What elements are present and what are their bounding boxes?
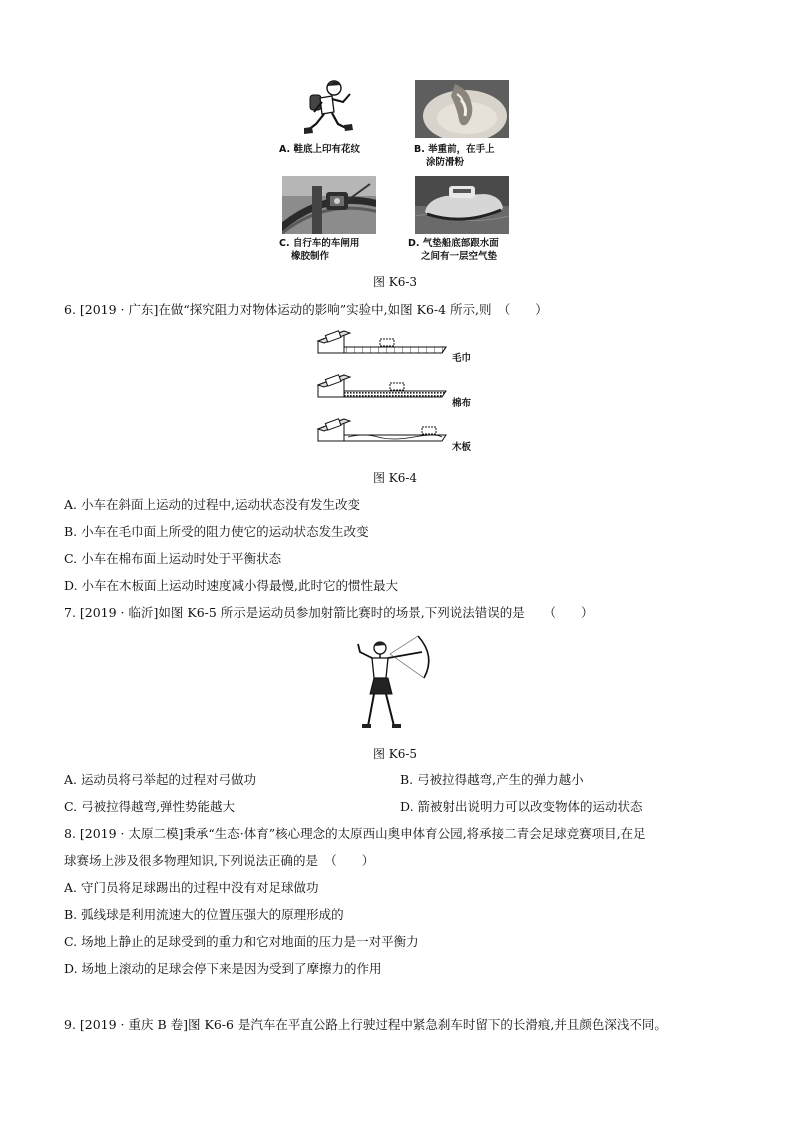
question-8-stem-line1: 8. [2019 · 太原二模]秉承“生态·体育”核心理念的太原西山奥申体育公园,将承接二青会足球竞赛项目,在足	[64, 826, 646, 841]
question-7-stem: 7. [2019 · 临沂]如图 K6-5 所示是运动员参加射箭比赛时的场景,下列说法错误的是 （ ）	[64, 605, 594, 620]
chalk-hand-photo	[415, 80, 509, 138]
q8-option-c[interactable]: C. 场地上静止的足球受到的重力和它对地面的压力是一对平衡力	[64, 934, 419, 949]
q6-option-a[interactable]: A. 小车在斜面上运动的过程中,运动状态没有发生改变	[64, 497, 360, 512]
runner-illustration	[296, 78, 360, 140]
label-cotton: 棉布	[452, 398, 472, 409]
ramp-experiment-diagram	[314, 323, 464, 463]
caption-b: B. 举重前，在手上 涂防滑粉	[414, 144, 495, 168]
q7-option-d[interactable]: D. 箭被射出说明力可以改变物体的运动状态	[400, 799, 643, 814]
q8-option-a[interactable]: A. 守门员将足球踢出的过程中没有对足球做功	[64, 880, 319, 895]
bicycle-brake-photo	[282, 176, 376, 234]
archer-illustration	[352, 632, 442, 732]
q7-option-a[interactable]: A. 运动员将弓举起的过程对弓做功	[64, 772, 256, 787]
q6-option-b[interactable]: B. 小车在毛巾面上所受的阻力使它的运动状态发生改变	[64, 524, 369, 539]
q7-option-c[interactable]: C. 弓被拉得越弯,弹性势能越大	[64, 799, 236, 814]
caption-d: D. 气垫船底部跟水面 之间有一层空气垫	[408, 238, 499, 262]
figure-caption-k6-5: 图 K6-5	[372, 747, 418, 761]
q7-option-b[interactable]: B. 弓被拉得越弯,产生的弹力越小	[400, 772, 584, 787]
figure-caption-k6-4: 图 K6-4	[372, 471, 418, 485]
question-8-stem-line2: 球赛场上涉及很多物理知识,下列说法正确的是 （ ）	[64, 853, 375, 868]
q6-option-c[interactable]: C. 小车在棉布面上运动时处于平衡状态	[64, 551, 282, 566]
q8-option-b[interactable]: B. 弧线球是利用流速大的位置压强大的原理形成的	[64, 907, 344, 922]
figure-caption-k6-3: 图 K6-3	[372, 275, 418, 289]
figure-k6-3	[0, 0, 794, 300]
question-9-stem: 9. [2019 · 重庆 B 卷]图 K6-6 是汽车在平直公路上行驶过程中紧急刹车时留下的长滑痕,并且颜色深浅不同。	[64, 1017, 667, 1032]
question-6-stem: 6. [2019 · 广东]在做“探究阻力对物体运动的影响”实验中,如图 K6-4 所示,则 （ ）	[64, 302, 548, 317]
caption-a: A. 鞋底上印有花纹	[279, 144, 360, 155]
caption-c: C. 自行车的车闸用 橡胶制作	[279, 238, 360, 262]
label-wood: 木板	[452, 442, 472, 453]
hovercraft-photo	[415, 176, 509, 234]
label-towel: 毛巾	[452, 353, 472, 364]
q6-option-d[interactable]: D. 小车在木板面上运动时速度减小得最慢,此时它的惯性最大	[64, 578, 398, 593]
q8-option-d[interactable]: D. 场地上滚动的足球会停下来是因为受到了摩擦力的作用	[64, 961, 382, 976]
